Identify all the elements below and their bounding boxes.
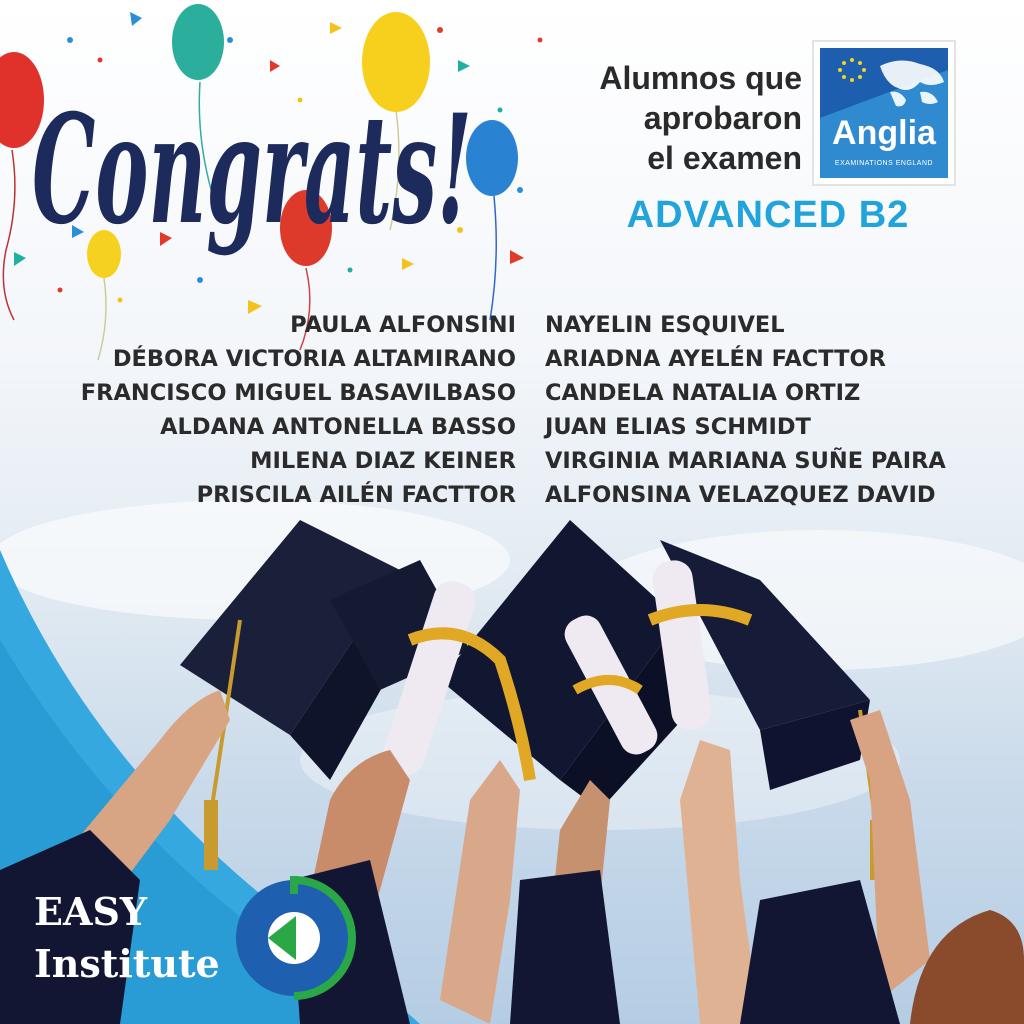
student-name: PAULA ALFONSINI [290,312,516,338]
headline-line-2: aprobaron [643,100,802,136]
students-left-column [81,308,516,512]
anglia-logo [814,42,954,184]
congrats-title [28,52,478,282]
headline [540,58,802,178]
student-name: JUAN ELIAS SCHMIDT [545,414,811,440]
institute-line-2: Institute [34,941,220,986]
globe-map-icon [820,48,948,178]
student-name: PRISCILA AILÉN FACTTOR [196,482,516,508]
student-name: FRANCISCO MIGUEL BASAVILBASO [80,380,516,406]
student-name: DÉBORA VICTORIA ALTAMIRANO [112,346,516,372]
headline-line-3: el examen [647,140,802,176]
headline-line-1: Alumnos que [599,60,802,96]
institute-logo-icon [232,876,356,1000]
institute-name [34,886,220,990]
svg-text:Congrats!: Congrats! [32,82,472,258]
student-name: ARIADNA AYELÉN FACTTOR [545,346,886,372]
institute-line-1: EASY [34,889,148,934]
student-name: ALFONSINA VELAZQUEZ DAVID [545,482,936,508]
anglia-name: Anglia [832,114,936,152]
exam-level: ADVANCED B2 [626,194,910,236]
student-name: CANDELA NATALIA ORTIZ [545,380,861,406]
student-name: MILENA DIAZ KEINER [250,448,516,474]
students-right-column [545,308,946,512]
student-name: VIRGINIA MARIANA SUÑE PAIRA [545,448,946,474]
student-name: ALDANA ANTONELLA BASSO [160,414,516,440]
anglia-subtitle: EXAMINATIONS ENGLAND [834,160,934,167]
student-name: NAYELIN ESQUIVEL [545,312,785,338]
